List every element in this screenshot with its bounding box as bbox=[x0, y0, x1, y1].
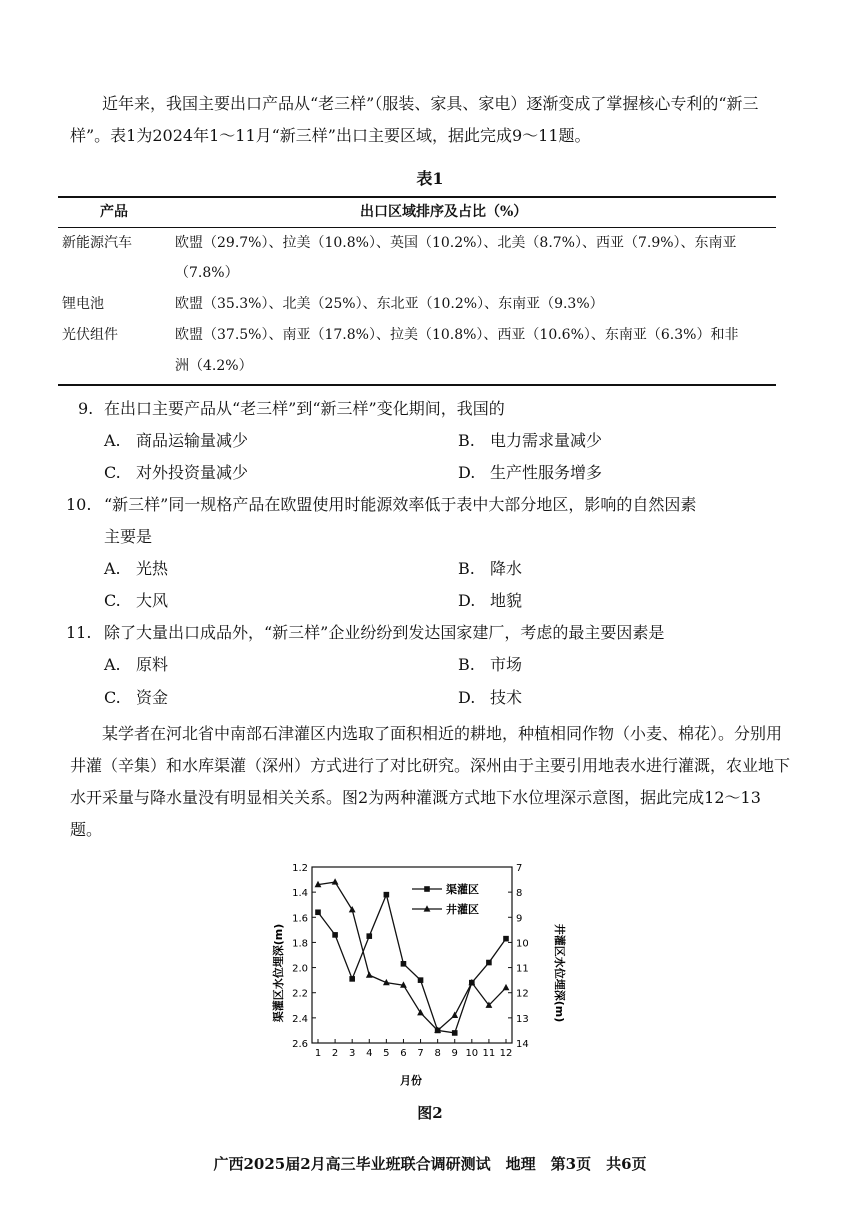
intro-paragraph-2: 某学者在河北省中南部石津灌区内选取了面积相近的耕地，种植相同作物（小麦、棉花）。分别用井灌（辛集）和水库渠灌（深州）方式进行了对比研究。深州由于主要引用地表水进行灌溉，农业地下水开采量与降水量没有明显相关关系。图2为两种灌溉方式地下水位埋深示意图，据此完成12～13题。 bbox=[70, 724, 791, 839]
legend-label: 井灌区 bbox=[446, 903, 479, 916]
option-d[interactable]: D. 地貌 bbox=[458, 591, 523, 610]
option-b[interactable]: B. 市场 bbox=[458, 655, 523, 674]
intro-paragraph-1: 近年来，我国主要出口产品从“老三样”（服装、家具、家电）逐渐变成了掌握核心专利的“新三样”。表1为2024年1～11月“新三样”出口主要区域，据此完成9～11题。 bbox=[70, 94, 759, 145]
x-tick-label: 4 bbox=[366, 1048, 373, 1059]
right-tick-label: 7 bbox=[516, 863, 523, 874]
data-point-square bbox=[418, 977, 424, 983]
x-tick-label: 11 bbox=[482, 1048, 496, 1059]
x-tick-label: 7 bbox=[417, 1048, 424, 1059]
left-tick-label: 1.4 bbox=[292, 888, 308, 900]
table-header-product: 产品 bbox=[100, 204, 128, 220]
right-tick-label: 13 bbox=[516, 1013, 529, 1025]
table-row-line: 欧盟（35.3%）、北美（25%）、东北亚（10.2%）、东南亚（9.3%） bbox=[175, 296, 604, 312]
right-tick-label: 10 bbox=[516, 938, 529, 950]
option-a[interactable]: A. 光热 bbox=[104, 559, 169, 578]
option-c[interactable]: C. 资金 bbox=[104, 688, 169, 707]
table-row-product: 新能源汽车 bbox=[62, 235, 132, 251]
data-point-triangle bbox=[366, 971, 373, 977]
groundwater-depth-chart bbox=[260, 855, 566, 1095]
question-stem-cont: 主要是 bbox=[104, 527, 153, 546]
left-tick-label: 2.0 bbox=[292, 963, 308, 975]
left-tick-label: 2.2 bbox=[292, 988, 308, 1000]
data-point-square bbox=[452, 1030, 458, 1036]
right-tick-label: 12 bbox=[516, 988, 529, 1000]
data-point-triangle bbox=[503, 984, 510, 990]
table-caption: 表1 bbox=[416, 169, 444, 188]
left-tick-label: 1.6 bbox=[292, 913, 308, 925]
data-point-square bbox=[384, 892, 390, 898]
x-tick-label: 9 bbox=[451, 1048, 458, 1059]
left-tick-label: 2.4 bbox=[292, 1013, 308, 1025]
right-tick-label: 8 bbox=[516, 888, 523, 900]
left-tick-label: 2.6 bbox=[292, 1039, 308, 1050]
legend-marker-square bbox=[424, 886, 430, 892]
figure-caption: 图2 bbox=[417, 1104, 443, 1122]
table-row-line: 欧盟（37.5%）、南亚（17.8%）、拉美（10.8%）、西亚（10.6%）、东南亚（6.3%）和非 bbox=[175, 327, 739, 343]
table-header-region: 出口区域排序及占比（%） bbox=[360, 204, 528, 220]
page-footer: 广西2025届2月高三毕业班联合调研测试 地理 第3页 共6页 bbox=[213, 1155, 647, 1173]
option-d[interactable]: D. 生产性服务增多 bbox=[458, 463, 603, 482]
data-point-square bbox=[332, 932, 338, 938]
data-point-square bbox=[486, 960, 492, 966]
option-a[interactable]: A. 商品运输量减少 bbox=[104, 431, 249, 450]
option-a[interactable]: A. 原料 bbox=[104, 655, 169, 674]
x-tick-label: 10 bbox=[465, 1048, 479, 1059]
question-stem: “新三样”同一规格产品在欧盟使用时能源效率低于表中大部分地区，影响的自然因素 bbox=[104, 495, 697, 514]
data-point-triangle bbox=[332, 878, 339, 884]
data-point-square bbox=[503, 936, 509, 942]
x-tick-label: 12 bbox=[499, 1048, 513, 1059]
left-tick-label: 1.8 bbox=[292, 938, 308, 950]
question-10: 10. “新三样”同一规格产品在欧盟使用时能源效率低于表中大部分地区，影响的自然因素 bbox=[66, 495, 697, 514]
question-stem: 除了大量出口成品外，“新三样”企业纷纷到发达国家建厂，考虑的最主要因素是 bbox=[104, 623, 665, 642]
data-point-square bbox=[401, 961, 407, 967]
legend-label: 渠灌区 bbox=[446, 883, 479, 896]
x-tick-label: 1 bbox=[314, 1048, 322, 1059]
table-row-line: 洲（4.2%） bbox=[175, 358, 253, 374]
data-point-square bbox=[349, 976, 355, 982]
x-axis-label: 月份 bbox=[400, 1074, 422, 1087]
option-b[interactable]: B. 降水 bbox=[458, 559, 523, 578]
x-tick-label: 2 bbox=[331, 1048, 339, 1059]
question-9: 9. 在出口主要产品从“老三样”到“新三样”变化期间，我国的 bbox=[78, 399, 505, 418]
option-c[interactable]: C. 对外投资量减少 bbox=[104, 463, 249, 482]
table-row-line: （7.8%） bbox=[175, 265, 239, 281]
y-axis-label-right: 井灌区水位埋深(m) bbox=[553, 923, 566, 1023]
left-tick-label: 1.2 bbox=[292, 863, 308, 874]
right-tick-label: 9 bbox=[516, 913, 523, 925]
x-tick-label: 3 bbox=[348, 1048, 356, 1059]
question-11: 11. 除了大量出口成品外，“新三样”企业纷纷到发达国家建厂，考虑的最主要因素是 bbox=[66, 623, 665, 642]
x-tick-label: 5 bbox=[383, 1048, 390, 1059]
table-row-line: 欧盟（29.7%）、拉美（10.8%）、英国（10.2%）、北美（8.7%）、西亚（7.9%）、东南亚 bbox=[175, 235, 737, 251]
right-tick-label: 11 bbox=[516, 963, 529, 975]
question-stem: 在出口主要产品从“老三样”到“新三样”变化期间，我国的 bbox=[104, 399, 505, 418]
table-bottom-rule bbox=[58, 384, 776, 386]
option-b[interactable]: B. 电力需求量减少 bbox=[458, 431, 603, 450]
y-axis-label-left: 渠灌区水位埋深(m) bbox=[272, 923, 285, 1023]
option-c[interactable]: C. 大风 bbox=[104, 591, 169, 610]
table-row-product: 锂电池 bbox=[62, 296, 104, 312]
option-d[interactable]: D. 技术 bbox=[458, 688, 523, 707]
data-point-square bbox=[315, 909, 321, 915]
x-tick-label: 8 bbox=[434, 1048, 441, 1059]
x-tick-label: 6 bbox=[400, 1048, 407, 1059]
data-point-triangle bbox=[451, 1012, 458, 1018]
right-tick-label: 14 bbox=[516, 1039, 529, 1050]
table-row-product: 光伏组件 bbox=[62, 327, 118, 343]
data-point-square bbox=[366, 933, 372, 939]
